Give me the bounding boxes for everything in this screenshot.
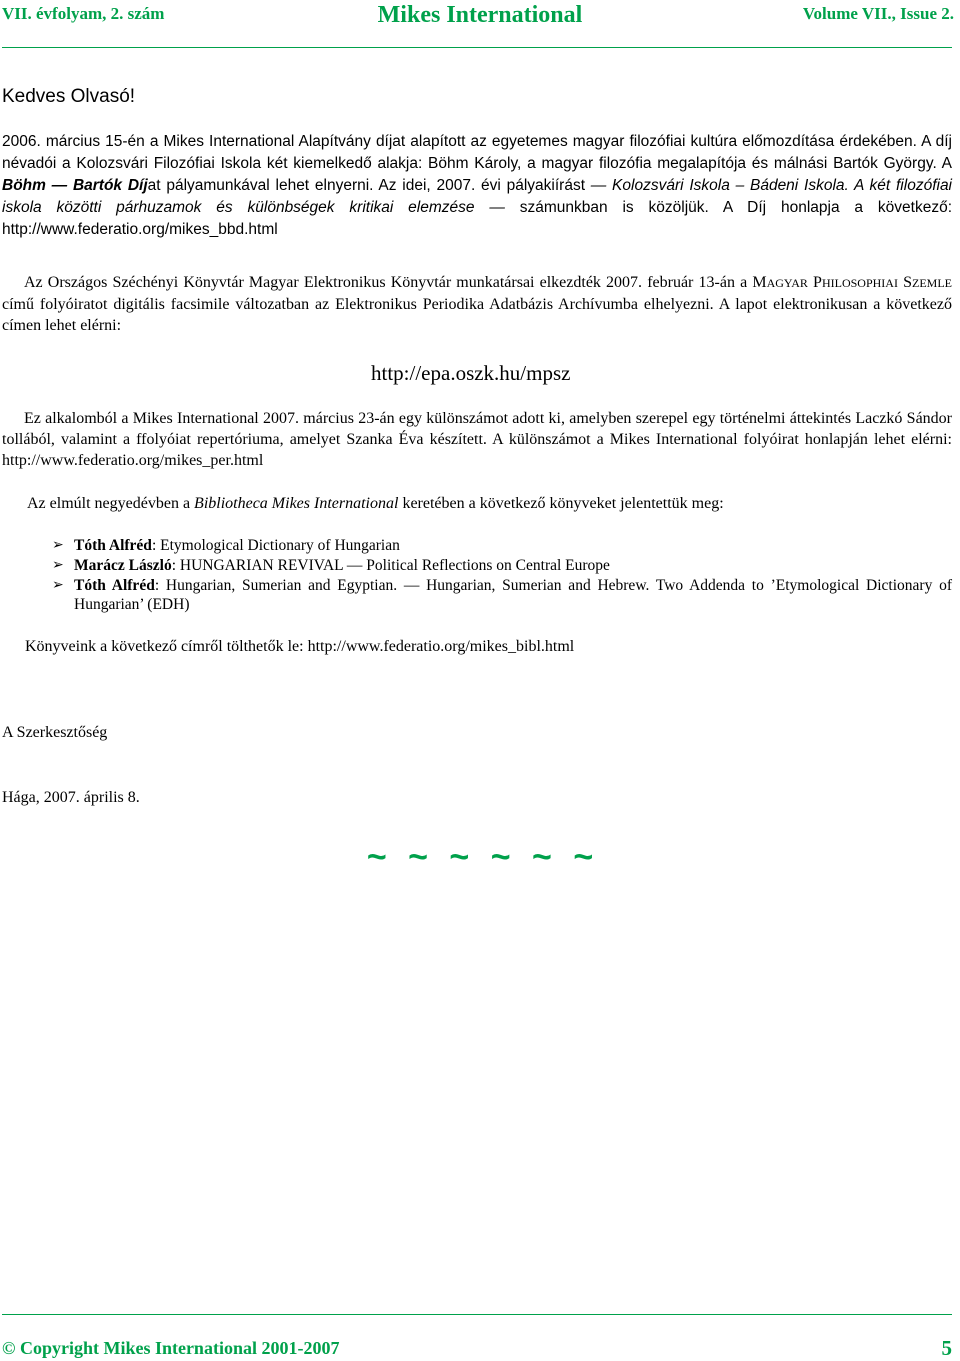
series-name: Bibliotheca Mikes International [194,495,399,512]
download-line: Könyveink a következő címről tölthetők le: http://www.federatio.org/mikes_bibl.html [25,638,575,655]
p2-text-a: Az Országos Széchényi Könyvtár Magyar Elektronikus Könyvtár munkatársai elkezdték 2007. február 13-án a [24,274,753,291]
arrow-bullet-icon: ➢ [52,558,64,573]
p4-text-a: Az elmúlt negyedévben a [27,495,195,512]
place-date: Hága, 2007. április 8. [2,789,140,806]
p1-text-c: számunkban is közöljük. A Díj honlapja a következő: http://www.federatio.org/mikes_bbd.html [2,199,952,238]
book-list [52,536,952,615]
arrow-bullet-icon: ➢ [52,578,64,593]
prize-topic: — Kolozsvári Iskola – Bádeni Iskola. A két filozófiai iskola közötti párhuzamok és különbségek kritikai elemzése — [2,177,953,216]
list-item: ➢ Tóth Alfréd: Etymological Dictionary of Hungarian [52,537,400,554]
paragraph-prize [2,131,952,241]
header-rule [2,47,952,48]
epa-link[interactable]: http://epa.oszk.hu/mpsz [371,361,571,385]
list-item: ➢ Tóth Alfréd: Hungarian, Sumerian and Egyptian. — Hungarian, Sumerian and Hebrew. Two Addenda to ’Etymological Dictionary of Hungarian’ (EDH) [52,577,952,613]
signature: A Szerkesztőség [2,724,108,741]
footer-rule [2,1314,952,1315]
p1-text-b: at pályamunkával lehet elnyerni. Az idei, 2007. évi pályakiírást [147,177,591,194]
journal-title: MAGYAR PHILOSOPHIAI SZEMLE [752,274,952,291]
header-journal-title: Mikes International [377,2,583,28]
page-number: 5 [941,1336,952,1360]
greeting: Kedves Olvasó! [2,86,136,107]
p1-text-a: 2006. március 15-én a Mikes International Alapítvány díjat alapított az egyetemes magyar filozófiai kultúra előmozdítása érdekében. A díj névadói a Kolozsvári Filozófiai Iskola két kiemelkedő alakja: Böhm Károly, a magyar filozófia megalapítója és málnási Bartók György. A [2,133,952,172]
p2-text-b: című folyóiratot digitális facsimile változatban az Elektronikus Periodika Adatbázis Archívumba elhelyezni. A lapot elektronikusan a következő címen lehet elérni: [2,296,952,334]
prize-name: Böhm — Bartók Díj [2,177,148,194]
header-issue-en: Volume VII., Issue 2. [802,4,954,23]
list-item: ➢ Marácz László: HUNGARIAN REVIVAL — Political Reflections on Central Europe [52,557,610,574]
footer-copyright: © Copyright Mikes International 2001-2007 [2,1338,340,1358]
paragraph-special-issue: Ez alkalomból a Mikes International 2007. március 23-án egy különszámot adott ki, amelyben szerepel egy történelmi áttekintés Laczkó Sándor tollából, valamint a ffolyóiat repertóriuma, amelyet Szanka Éva készített. A különszámot a Mikes International folyóirat honlapján lehet elérni: http://www.federatio.org/mikes_per.html [2,410,952,469]
header-issue-hu: VII. évfolyam, 2. szám [2,4,165,23]
paragraph-bibliotheca [27,493,952,514]
p4-text-b: keretében a következő könyveket jelentettük meg: [398,495,724,512]
tilde-ornament: ~ ~ ~ ~ ~ ~ [366,838,594,876]
paragraph-oszk [2,272,952,336]
arrow-bullet-icon: ➢ [52,538,64,553]
